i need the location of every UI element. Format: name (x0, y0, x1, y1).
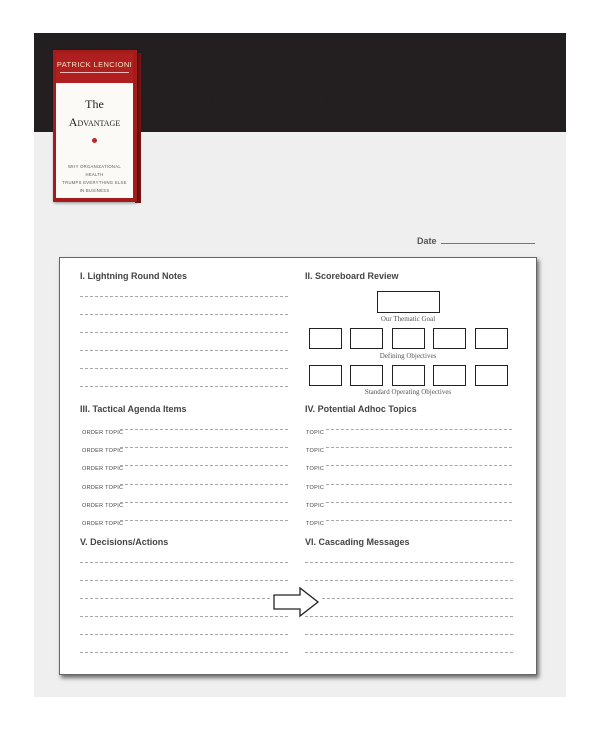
tactical-line (120, 447, 288, 448)
book-dot-ornament (92, 138, 97, 143)
lightning-line (80, 350, 288, 351)
order-topic-label: ORDER TOPIC (82, 466, 124, 472)
book-author-band (56, 53, 133, 83)
topic-label: TOPIC (306, 448, 325, 454)
date-blank-line (441, 243, 535, 244)
topic-label: TOPIC (306, 485, 325, 491)
decisions-line (80, 580, 288, 581)
order-topic-label: ORDER TOPIC (82, 485, 124, 491)
book-subtitle-line3: IN BUSINESS (79, 188, 110, 193)
standard-objective-box (309, 365, 342, 386)
book-subtitle (59, 163, 130, 195)
order-topic-label: ORDER TOPIC (82, 448, 124, 454)
adhoc-line (326, 429, 512, 430)
book-cover (53, 50, 141, 203)
thematic-goal-box (377, 291, 440, 313)
book-title-line2 (56, 115, 133, 130)
book-subtitle-line1: WHY ORGANIZATIONAL HEALTH (68, 164, 121, 177)
decisions-line (80, 652, 288, 653)
adhoc-line (326, 447, 512, 448)
topic-label: TOPIC (306, 466, 325, 472)
defining-objectives-caption: Defining Objectives (379, 352, 437, 360)
book-subtitle-line2: TRUMPS EVERYTHING ELSE (62, 180, 127, 185)
page-title: Weekly Staff Meeting (162, 87, 400, 117)
decisions-line (80, 634, 288, 635)
defining-objective-box (392, 328, 425, 349)
cascading-line (305, 616, 513, 617)
section-decisions-title: V. Decisions/Actions (80, 537, 169, 547)
tactical-line (120, 502, 288, 503)
defining-objective-box (350, 328, 383, 349)
section-tactical-title: III. Tactical Agenda Items (80, 404, 187, 414)
thematic-goal-caption: Our Thematic Goal (380, 315, 436, 323)
standard-objective-box (350, 365, 383, 386)
defining-objective-box (475, 328, 508, 349)
standard-objectives-caption: Standard Operating Objectives (364, 388, 452, 396)
order-topic-label: ORDER TOPIC (82, 521, 124, 527)
tactical-line (120, 484, 288, 485)
order-topic-label: ORDER TOPIC (82, 503, 124, 509)
standard-objective-box (433, 365, 466, 386)
topic-label: TOPIC (306, 503, 325, 509)
book-face (56, 53, 133, 198)
book-front (53, 50, 137, 202)
adhoc-line (326, 484, 512, 485)
standard-objective-box (392, 365, 425, 386)
tactical-line (120, 465, 288, 466)
adhoc-line (326, 465, 512, 466)
section-adhoc-title: IV. Potential Adhoc Topics (305, 404, 417, 414)
defining-objective-box (433, 328, 466, 349)
topic-label: TOPIC (306, 521, 325, 527)
tactical-line (120, 429, 288, 430)
cascading-line (305, 652, 513, 653)
adhoc-line (326, 502, 512, 503)
section-scoreboard-title: II. Scoreboard Review (305, 271, 399, 281)
right-arrow-icon (272, 586, 322, 618)
date-label: Date (417, 236, 437, 246)
cascading-line (322, 598, 513, 599)
standard-objective-box (475, 365, 508, 386)
decisions-line (80, 598, 270, 599)
section-cascading-title: VI. Cascading Messages (305, 537, 410, 547)
cascading-line (305, 580, 513, 581)
section-lightning-title: I. Lightning Round Notes (80, 271, 187, 281)
book-title-text: Advantage (68, 115, 121, 129)
book-author: PATRICK LENCIONI (56, 60, 133, 69)
tactical-line (120, 520, 288, 521)
topic-label: TOPIC (306, 430, 325, 436)
book-title-line1: The (85, 97, 104, 111)
date-field (417, 236, 535, 246)
lightning-line (80, 314, 288, 315)
cascading-line (305, 634, 513, 635)
lightning-line (80, 386, 288, 387)
decisions-line (80, 562, 288, 563)
lightning-line (80, 332, 288, 333)
lightning-line (80, 368, 288, 369)
adhoc-line (326, 520, 512, 521)
defining-objective-box (309, 328, 342, 349)
book-blurb-line (60, 72, 129, 75)
lightning-line (80, 296, 288, 297)
decisions-line (80, 616, 288, 617)
cascading-line (305, 562, 513, 563)
order-topic-label: ORDER TOPIC (82, 430, 124, 436)
